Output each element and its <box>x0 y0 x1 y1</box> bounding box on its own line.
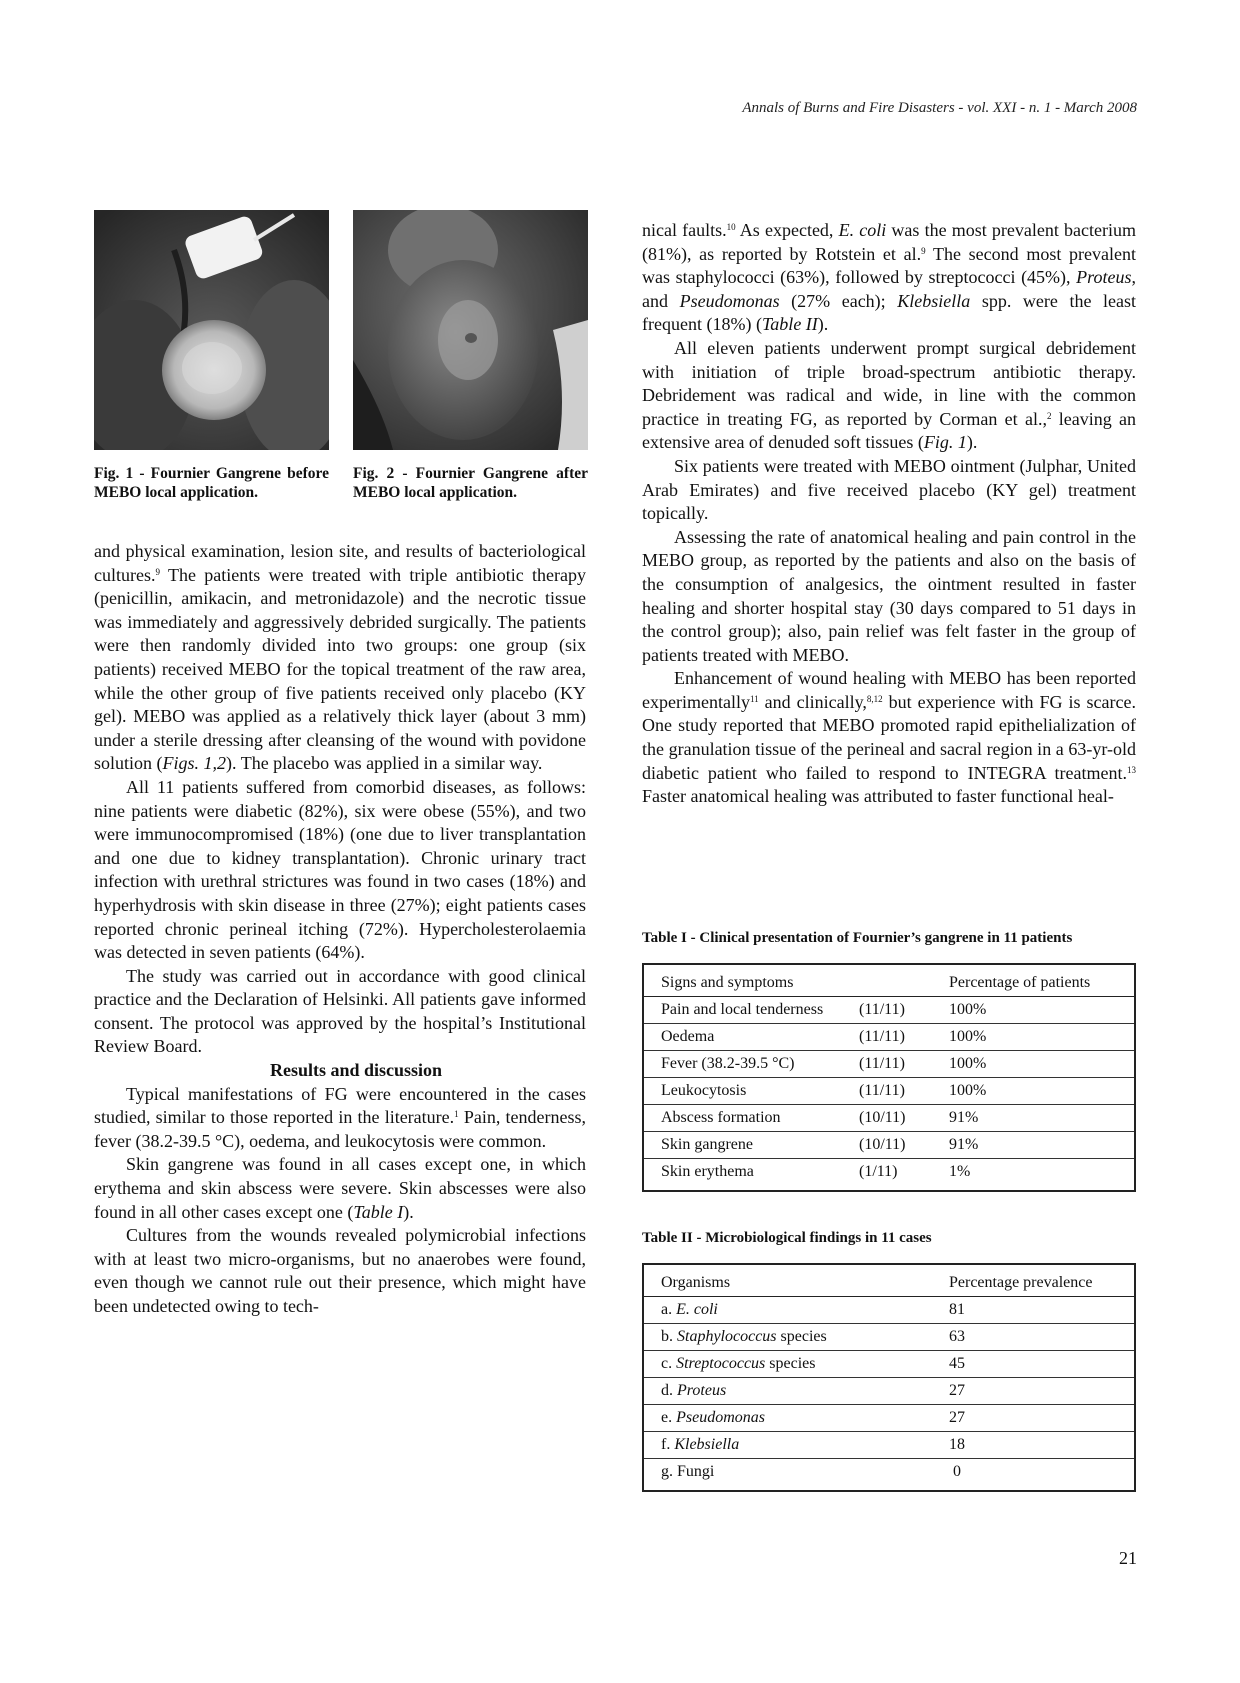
paragraph: Six patients were treated with MEBO ointment (Julphar, United Arab Emirates) and five received placebo (KY gel) treatment topically. <box>642 455 1136 524</box>
table-row: a. E. coli 81 <box>643 1297 1135 1324</box>
table-row: d. Proteus 27 <box>643 1378 1135 1405</box>
paragraph: Assessing the rate of anatomical healing and pain control in the MEBO group, as reported by the patients and also on the basis of the consumption of analgesics, the ointment resulted in faster healing and shorter hospital stay (30 days compared to 51 days in the control group); also, pain relief was felt faster in the group of patients treated with MEBO. <box>642 526 1136 665</box>
page-number: 21 <box>1119 1548 1137 1568</box>
table-row: Skin erythema (1/11) 1% <box>661 1163 971 1180</box>
figure-1-photo <box>94 210 329 450</box>
figure-2-caption: Fig. 2 - Fournier Gangrene after MEBO local application. <box>353 465 588 501</box>
paragraph: Skin gangrene was found in all cases except one, in which erythema and skin abscess were severe. Skin abscesses were also found in all other cases except one (Table I). <box>94 1154 586 1222</box>
table-row: c. Streptococcus species 45 <box>643 1351 1135 1378</box>
paragraph: nical faults.$^{10}$ As expected, E. coli was the most prevalent bacterium (81%), as reported by Rotstein et al.$^9$ The second most prevalent was staphylococci (63%), followed by streptococci (45%), Proteus, and Pseudomonas (27% each); Klebsiella spp. were the least frequent (18%) (Table II). <box>642 220 1137 335</box>
paragraph: The study was carried out in accordance with good clinical practice and the Declaration of Helsinki. All patients gave informed consent. The protocol was approved by the hospital’s Institutional Review Board. <box>94 965 586 1057</box>
table-row: Pain and local tenderness (11/11) 100% <box>643 997 1135 1024</box>
right-column <box>642 219 1136 809</box>
paragraph: Cultures from the wounds revealed polymicrobial infections with at least two micro-organisms, but no anaerobes were found, even though we cannot rule out their presence, which might have been undetected owing to tech- <box>94 1225 586 1316</box>
table-1-grid <box>642 963 1136 1192</box>
figure-1 <box>94 210 329 502</box>
table-header-row: Organisms Percentage prevalence <box>643 1264 1135 1297</box>
section-heading: Results and discussion <box>269 1060 443 1081</box>
left-column <box>94 540 586 1319</box>
paragraph: All eleven patients underwent prompt surgical debridement with initiation of triple broad-spectrum antibiotic therapy. Debridement was radical and wide, in line with the common practice in treating FG, as reported by Corman et al.,$^2$ leaving an extensive area of denuded soft tissues (Fig. 1). <box>642 337 1136 453</box>
running-head: Annals of Burns and Fire Disasters - vol. XXI - n. 1 - March 2008 <box>742 100 1137 116</box>
table-1 <box>642 930 1136 1192</box>
table-row: Skin gangrene (10/11) 91% <box>643 1132 1135 1159</box>
table-header-row: Signs and symptoms Percentage of patients <box>643 964 1135 997</box>
table-row: Oedema (11/11) 100% <box>643 1024 1135 1051</box>
table-2 <box>642 1230 1136 1492</box>
figure-2-photo <box>353 210 588 450</box>
table-row: Abscess formation (10/11) 91% <box>643 1105 1135 1132</box>
figure-1-caption: Fig. 1 - Fournier Gangrene before MEBO local application. <box>94 465 329 501</box>
table-row: g. Fungi 0 <box>661 1463 961 1480</box>
table-2-grid <box>642 1263 1136 1492</box>
table-row: Leukocytosis (11/11) 100% <box>643 1078 1135 1105</box>
paragraph: Typical manifestations of FG were encountered in the cases studied, similar to those reported in the literature.$^1$ Pain, tenderness, fever (38.2-39.5 °C), oedema, and leukocytosis were common. <box>94 1083 586 1151</box>
figure-2 <box>353 210 588 502</box>
paragraph: All 11 patients suffered from comorbid diseases, as follows: nine patients were diabetic (82%), six were obese (55%), and two were immunocompromised (18%) (one due to liver transplantation and one due to kidney transplantation). Chronic urinary tract infection with urethral strictures was found in two cases (18%) and hyperhydrosis with skin disease in three (27%); eight patients cases reported chronic perineal itching (72%). Hypercholesterolaemia was detected in seven patients (64%). <box>94 776 586 963</box>
table-row: Fever (38.2-39.5 °C) (11/11) 100% <box>643 1051 1135 1078</box>
paragraph: and physical examination, lesion site, and results of bacteriological cultures.$^9$ The patients were treated with triple antibiotic therapy (penicillin, amikacin, and metronidazole) and the necrotic tissue was immediately and aggressively debrided surgically. The patients were then randomly divided into two groups: one group (six patients) received MEBO for the topical treatment of the raw area, while the other group of five patients received only placebo (KY gel). MEBO was applied as a relatively thick layer (about 3 mm) under a sterile dressing after cleansing of the wound with povidone solution (Figs. 1,2). The placebo was applied in a similar way. <box>94 541 586 774</box>
paragraph: Enhancement of wound healing with MEBO has been reported experimentally$^{11}$ and clinically,$^{8,12}$ but experience with FG is scarce. One study reported that MEBO promoted rapid epithelialization of the granulation tissue of the perineal and sacral region in a 63-yr-old diabetic patient who failed to respond to INTEGRA treatment.$^{13}$ Faster anatomical healing was attributed to faster functional heal- <box>642 668 1136 807</box>
table-row: e. Pseudomonas 27 <box>643 1405 1135 1432</box>
table-1-title: Table I - Clinical presentation of Fournier’s gangrene in 11 patients <box>642 930 1073 946</box>
table-row: b. Staphylococcus species 63 <box>643 1324 1135 1351</box>
table-2-title: Table II - Microbiological findings in 11 cases <box>642 1230 932 1246</box>
table-row: f. Klebsiella 18 <box>643 1432 1135 1459</box>
